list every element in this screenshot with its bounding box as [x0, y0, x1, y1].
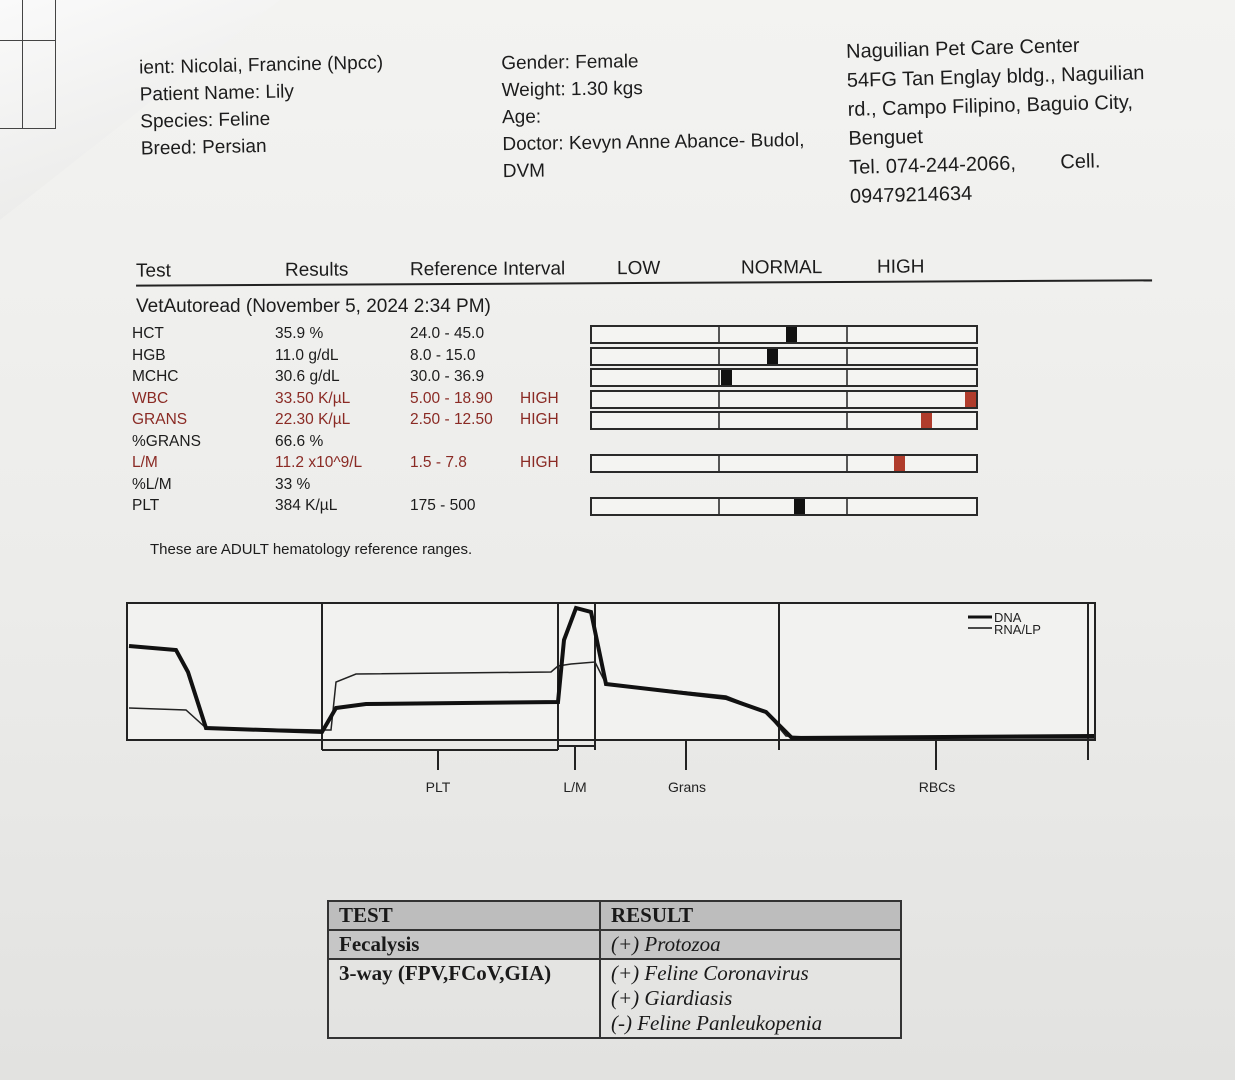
header-low: LOW	[616, 257, 661, 280]
result-line: (+) Protozoa	[611, 932, 721, 956]
lab-test-name: MCHC	[132, 368, 179, 385]
legend-rna-lp: RNA/LP	[994, 622, 1041, 637]
lab-reference: 175 - 500	[410, 497, 476, 514]
client-name: ient: Nicolai, Francine (Npcc)	[138, 52, 384, 79]
range-divider-high	[846, 349, 848, 364]
reference-note: These are ADULT hematology reference ranges.	[150, 541, 473, 558]
patient-name: Patient Name: Lily	[139, 81, 295, 106]
clinic-address-2: rd., Campo Filipino, Baguio City,	[847, 91, 1134, 121]
test-result	[600, 959, 901, 1038]
range-bar	[590, 497, 978, 516]
lab-row	[130, 495, 590, 516]
range-divider-low	[718, 327, 720, 342]
clinic-name: Naguilian Pet Care Center	[845, 34, 1080, 63]
range-marker	[965, 392, 976, 407]
lab-test-name: %GRANS	[132, 432, 201, 450]
breed: Breed: Persian	[140, 135, 267, 160]
lab-row	[130, 409, 590, 430]
region-label-plt: PLT	[425, 779, 451, 795]
lab-flag: HIGH	[520, 389, 559, 407]
lab-test-name: HCT	[132, 325, 164, 342]
clinic-cell-label: Cell.	[1060, 150, 1101, 174]
lab-flag: HIGH	[520, 411, 559, 428]
region-label-rbcs: RBCs	[918, 779, 956, 795]
weight: Weight: 1.30 kgs	[501, 78, 643, 102]
lab-reference: 5.00 - 18.90	[410, 389, 493, 407]
range-divider-high	[846, 392, 848, 407]
lab-row	[130, 431, 590, 452]
range-marker	[794, 499, 805, 514]
range-bar	[590, 368, 978, 387]
test-name: Fecalysis	[328, 930, 600, 959]
result-line: (+) Feline Coronavirus	[611, 961, 809, 985]
cell-histogram	[126, 600, 1106, 800]
header-normal: NORMAL	[740, 257, 823, 279]
range-divider-high	[846, 413, 848, 428]
lab-row	[130, 366, 590, 387]
range-bar	[590, 411, 978, 430]
clinic-cell-number: 09479214634	[849, 182, 973, 208]
clinic-tel: Tel. 074-244-2066,	[848, 152, 1017, 179]
range-divider-low	[718, 499, 720, 514]
lab-reference: 2.50 - 12.50	[410, 411, 493, 428]
range-divider-high	[846, 499, 848, 514]
lab-test-name: WBC	[132, 389, 169, 407]
result-line: (-) Feline Panleukopenia	[611, 1011, 823, 1035]
header-high: HIGH	[876, 256, 925, 278]
range-divider-low	[718, 456, 720, 471]
lab-row	[130, 452, 590, 473]
other-tests-header	[328, 901, 901, 930]
lab-result: 11.2 x10^9/L	[275, 454, 363, 471]
clinic-address-1: 54FG Tan Englay bldg., Naguilian	[846, 62, 1145, 92]
range-divider-low	[718, 349, 720, 364]
lab-result: 66.6 %	[275, 432, 324, 450]
range-divider-low	[718, 413, 720, 428]
doctor-line-2: DVM	[502, 160, 546, 183]
table-row	[328, 930, 901, 959]
lab-result: 33 %	[275, 475, 311, 493]
range-divider-low	[718, 392, 720, 407]
lab-row	[130, 474, 590, 495]
lab-result: 30.6 g/dL	[275, 368, 340, 385]
lab-row	[130, 345, 590, 366]
range-marker	[786, 327, 797, 342]
range-bar	[590, 347, 978, 366]
lab-flag: HIGH	[520, 454, 559, 471]
header-results: Results	[284, 259, 349, 281]
section-title: VetAutoread (November 5, 2024 2:34 PM)	[136, 296, 491, 317]
range-marker	[767, 349, 778, 364]
test-result	[600, 930, 901, 959]
header-test-col: TEST	[328, 901, 600, 930]
range-marker	[721, 370, 732, 385]
lab-reference: 1.5 - 7.8	[410, 454, 467, 471]
lab-row	[130, 323, 590, 344]
lab-test-name: %L/M	[132, 475, 172, 493]
table-row	[328, 959, 901, 1038]
range-bar	[590, 390, 978, 409]
header-result-col: RESULT	[600, 901, 901, 930]
lab-result: 384 K/µL	[275, 497, 338, 514]
lab-result: 22.30 K/µL	[275, 411, 351, 428]
test-name: 3-way (FPV,FCoV,GIA)	[328, 959, 600, 1038]
age: Age:	[501, 106, 542, 129]
range-divider-high	[846, 327, 848, 342]
lab-row	[130, 388, 590, 409]
lab-test-name: GRANS	[132, 411, 188, 428]
range-marker	[894, 456, 905, 471]
histogram-frame	[127, 603, 1095, 740]
other-tests-table	[327, 900, 902, 1039]
gender: Gender: Female	[501, 51, 639, 75]
lab-result: 33.50 K/µL	[275, 389, 351, 407]
range-bar	[590, 454, 978, 473]
lab-test-name: PLT	[132, 497, 160, 514]
results-table-header	[136, 255, 1152, 286]
header-test: Test	[135, 260, 171, 282]
range-divider-high	[846, 370, 848, 385]
lab-test-name: HGB	[132, 346, 166, 364]
corner-grid-lines	[0, 0, 56, 129]
lab-reference: 8.0 - 15.0	[410, 346, 476, 364]
range-divider-high	[846, 456, 848, 471]
region-label-grans: Grans	[667, 779, 707, 795]
lab-result: 35.9 %	[275, 325, 324, 342]
result-line: (+) Giardiasis	[611, 986, 733, 1010]
lab-reference: 30.0 - 36.9	[410, 368, 485, 385]
header-reference: Reference Interval	[409, 258, 566, 281]
patient-info	[139, 49, 385, 162]
lab-test-name: L/M	[132, 454, 158, 471]
doctor-line-1: Doctor: Kevyn Anne Abance- Budol,	[502, 129, 805, 156]
lab-result: 11.0 g/dL	[275, 346, 339, 364]
legend-dna: DNA	[994, 610, 1022, 625]
clinic-info	[846, 30, 1148, 212]
species: Species: Feline	[140, 108, 271, 133]
lab-reference: 24.0 - 45.0	[410, 325, 485, 342]
region-label-lm: L/M	[563, 779, 587, 795]
range-divider-low	[718, 370, 720, 385]
range-marker	[921, 413, 932, 428]
range-bar	[590, 325, 978, 344]
patient-details	[501, 46, 805, 185]
clinic-address-3: Benguet	[848, 125, 924, 150]
